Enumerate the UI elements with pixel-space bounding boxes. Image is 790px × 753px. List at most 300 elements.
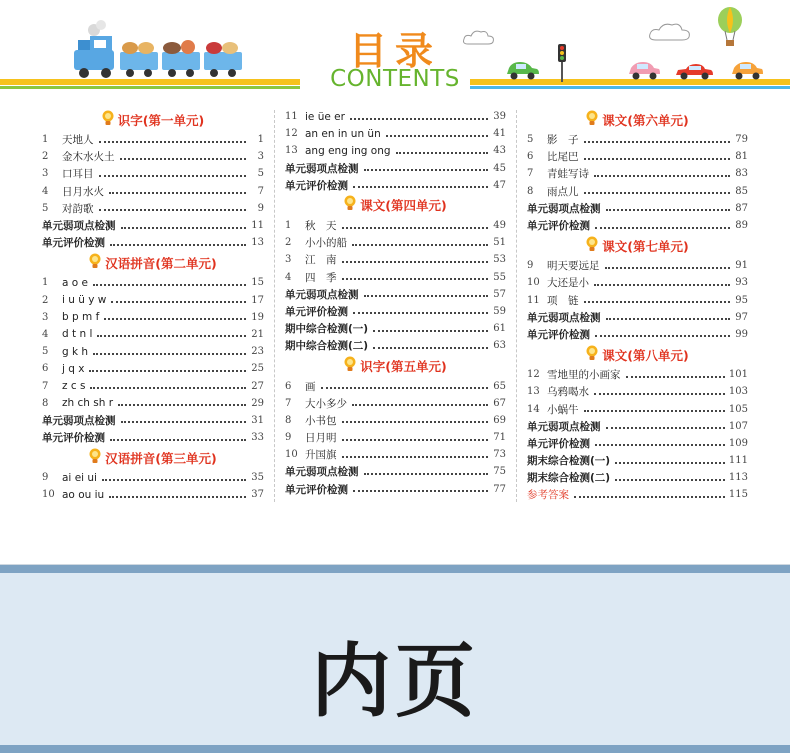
entry-number: 13 (285, 145, 298, 157)
entry-page-number: 77 (493, 483, 506, 495)
entry-title: 单元弱项点检测 (527, 311, 601, 324)
toc-entry[interactable] (285, 429, 506, 446)
entry-page-number: 99 (735, 328, 748, 340)
entry-title: 小蜗牛 (547, 403, 579, 416)
entry-page-number: 109 (728, 437, 748, 449)
entry-number: 11 (285, 111, 298, 123)
entry-number: 6 (527, 151, 534, 163)
entry-title: 期末综合检测(一) (527, 455, 611, 468)
dot-leader (594, 175, 730, 177)
entry-number: 13 (527, 386, 540, 398)
header-stripe (470, 86, 790, 89)
train-wheels (79, 68, 236, 78)
dot-leader (121, 421, 247, 423)
entry-number: 1 (42, 134, 49, 146)
dot-leader (352, 404, 488, 406)
section-heading (527, 109, 748, 130)
entry-number: 12 (527, 369, 540, 381)
toc-entry[interactable] (42, 326, 264, 343)
entry-title: 小书包 (305, 414, 337, 427)
entry-number: 4 (285, 271, 292, 283)
entry-title: zh ch sh r (62, 397, 114, 410)
entry-page-number: 79 (735, 134, 748, 146)
toc-entry[interactable] (42, 217, 264, 234)
dot-leader (595, 335, 730, 337)
lightbulb-icon (586, 236, 598, 256)
toc-entry[interactable] (527, 131, 748, 148)
toc-entry[interactable] (285, 481, 506, 498)
entry-page-number: 91 (735, 260, 748, 272)
entry-title: d t n l (62, 328, 93, 341)
entry-page-number: 113 (728, 472, 748, 484)
toc-entry[interactable] (527, 217, 748, 234)
toc-entry[interactable] (527, 326, 748, 343)
entry-page-number: 39 (493, 111, 506, 123)
traffic-light-icon (556, 44, 568, 82)
dot-leader (120, 158, 247, 160)
entry-number: 5 (42, 202, 49, 214)
dot-leader (109, 192, 246, 194)
dot-leader (99, 175, 247, 177)
entry-title: 比尾巴 (547, 151, 579, 164)
dot-leader (353, 312, 488, 314)
toc-entry[interactable] (285, 303, 506, 320)
toc-entry[interactable] (527, 309, 748, 326)
header-stripe (0, 86, 300, 89)
entry-number: 8 (527, 185, 534, 197)
toc-entry[interactable] (42, 412, 264, 429)
dot-leader (353, 490, 488, 492)
lightbulb-icon (89, 253, 101, 273)
column-divider (516, 110, 517, 502)
entry-page-number: 101 (728, 369, 748, 381)
toc-entry[interactable] (285, 125, 506, 142)
toc-entry[interactable] (42, 148, 264, 165)
dot-leader (594, 284, 730, 286)
entry-title: 升国旗 (305, 449, 337, 462)
entry-page-number: 15 (251, 277, 264, 289)
entry-number: 8 (285, 414, 292, 426)
entry-title: 口耳目 (62, 168, 94, 181)
entry-title: 江 南 (305, 254, 337, 267)
entry-page-number: 17 (251, 294, 264, 306)
toc-entry[interactable] (42, 377, 264, 394)
entry-page-number: 27 (251, 380, 264, 392)
entry-number: 6 (42, 363, 49, 375)
dot-leader (90, 387, 246, 389)
toc-entry[interactable] (527, 452, 748, 469)
entry-number: 4 (42, 185, 49, 197)
entry-title: 日月明 (305, 432, 337, 445)
toc-entry[interactable] (527, 418, 748, 435)
toc-entry[interactable] (42, 343, 264, 360)
entry-page-number: 73 (493, 449, 506, 461)
section-heading (285, 355, 506, 376)
entry-title: z c s (62, 380, 86, 393)
dot-leader (364, 169, 489, 171)
column-divider (274, 110, 275, 502)
entry-page-number: 81 (735, 151, 748, 163)
entry-title: 单元弱项点检测 (527, 420, 601, 433)
entry-number: 9 (527, 260, 534, 272)
dot-leader (595, 444, 725, 446)
toc-entry[interactable] (285, 177, 506, 194)
dot-leader (342, 439, 489, 441)
toc-entry[interactable] (527, 257, 748, 274)
entry-page-number: 93 (735, 277, 748, 289)
toc-entry[interactable] (285, 463, 506, 480)
lightbulb-icon (586, 110, 598, 130)
entry-page-number: 3 (257, 151, 264, 163)
entry-number: 1 (42, 277, 49, 289)
section-heading (42, 109, 264, 130)
dot-leader (93, 353, 246, 355)
entry-title: 单元弱项点检测 (42, 414, 116, 427)
entry-title: 期中综合检测(二) (285, 340, 369, 353)
entry-title: 四 季 (305, 271, 337, 284)
dot-leader (104, 318, 246, 320)
entry-title: 日月水火 (62, 185, 104, 198)
toc-entry[interactable] (285, 108, 506, 125)
toc-entry[interactable] (527, 183, 748, 200)
entry-page-number: 97 (735, 311, 748, 323)
entry-page-number: 23 (251, 346, 264, 358)
entry-title: 单元评价检测 (42, 237, 105, 250)
dot-leader (350, 118, 488, 120)
dot-leader (89, 370, 246, 372)
toc-entry[interactable] (42, 395, 264, 412)
entry-page-number: 41 (493, 128, 506, 140)
entry-title: 单元弱项点检测 (285, 162, 359, 175)
dot-leader (111, 301, 246, 303)
entry-page-number: 71 (493, 432, 506, 444)
dot-leader (594, 393, 725, 395)
toc-title-en: CONTENTS (330, 66, 460, 92)
entry-title: 单元弱项点检测 (527, 202, 601, 215)
pink-car-icon (627, 60, 661, 80)
entry-title: 大小多少 (305, 397, 347, 410)
entry-title: ang eng ing ong (305, 144, 391, 157)
entry-number: 2 (42, 294, 49, 306)
entry-page-number: 11 (251, 220, 264, 232)
promo-label: 内页 (311, 635, 479, 728)
dot-leader (109, 496, 246, 498)
entry-page-number: 37 (251, 489, 264, 501)
entry-page-number: 59 (493, 305, 506, 317)
dot-leader (396, 152, 488, 154)
toc-entry[interactable] (285, 160, 506, 177)
entry-title: j q x (62, 362, 85, 375)
toc-entry[interactable] (285, 446, 506, 463)
dot-leader (584, 158, 731, 160)
entry-page-number: 31 (251, 414, 264, 426)
entry-page-number: 25 (251, 363, 264, 375)
toc-entry[interactable] (42, 234, 264, 251)
dot-leader (626, 376, 725, 378)
dot-leader (584, 410, 725, 412)
toc-entry[interactable] (285, 395, 506, 412)
entry-title: 期中综合检测(一) (285, 323, 369, 336)
section-heading (527, 235, 748, 256)
toc-header (0, 0, 790, 100)
entry-page-number: 33 (251, 432, 264, 444)
entry-title: g k h (62, 345, 89, 358)
entry-title: 单元评价检测 (527, 437, 590, 450)
entry-number: 10 (527, 277, 540, 289)
dot-leader (97, 335, 246, 337)
toc-entry[interactable] (527, 383, 748, 400)
toc-entry[interactable] (527, 435, 748, 452)
lightbulb-icon (344, 356, 356, 376)
entry-page-number: 67 (493, 397, 506, 409)
entry-title: 单元评价检测 (285, 483, 348, 496)
entry-number: 10 (42, 489, 55, 501)
entry-number: 3 (285, 254, 292, 266)
entry-page-number: 111 (728, 455, 748, 467)
entry-number: 14 (527, 403, 540, 415)
entry-page-number: 69 (493, 414, 506, 426)
toc-entry[interactable] (42, 131, 264, 148)
section-heading (285, 195, 506, 216)
entry-title: 金木水火土 (62, 151, 115, 164)
entry-title: a o e (62, 276, 88, 289)
toc-column-3 (527, 108, 748, 504)
entry-title: 期末综合检测(二) (527, 472, 611, 485)
section-title: 课文(第七单元) (602, 238, 689, 254)
toc-entry[interactable] (527, 469, 748, 486)
entry-number: 7 (527, 168, 534, 180)
section-title: 课文(第六单元) (602, 112, 689, 128)
hot-air-balloon-icon (716, 6, 744, 48)
train-illustration (68, 18, 258, 80)
train-smoke (88, 20, 106, 36)
entry-page-number: 95 (735, 294, 748, 306)
entry-title: 参考答案 (527, 489, 569, 502)
entry-number: 11 (527, 294, 540, 306)
entry-page-number: 107 (728, 420, 748, 432)
entry-page-number: 21 (251, 328, 264, 340)
entry-page-number: 115 (728, 489, 748, 501)
dot-leader (615, 462, 725, 464)
entry-page-number: 7 (257, 185, 264, 197)
lightbulb-icon (586, 345, 598, 365)
entry-title: 天地人 (62, 134, 94, 147)
dot-leader (93, 284, 246, 286)
entry-number: 10 (285, 449, 298, 461)
entry-title: an en in un ün (305, 127, 381, 140)
entry-title: 画 (305, 380, 316, 393)
toc-entry[interactable] (285, 142, 506, 159)
lightbulb-icon (102, 110, 114, 130)
section-title: 课文(第四单元) (360, 198, 447, 214)
toc-entry[interactable] (42, 360, 264, 377)
entry-number: 9 (285, 432, 292, 444)
toc-entry[interactable] (42, 183, 264, 200)
toc-entry[interactable] (285, 412, 506, 429)
toc-entry[interactable] (285, 217, 506, 234)
section-title: 汉语拼音(第三单元) (105, 450, 217, 466)
toc-entry[interactable] (527, 366, 748, 383)
entry-number: 2 (285, 237, 292, 249)
lightbulb-icon (344, 195, 356, 215)
red-car-icon (674, 62, 714, 80)
dot-leader (121, 227, 247, 229)
section-title: 识字(第一单元) (117, 112, 205, 128)
dot-leader (342, 227, 489, 229)
entry-title: 乌鸦喝水 (547, 386, 589, 399)
dot-leader (615, 479, 725, 481)
entry-number: 12 (285, 128, 298, 140)
toc-entry[interactable] (285, 269, 506, 286)
entry-title: 项 链 (547, 294, 579, 307)
entry-title: 单元评价检测 (285, 305, 348, 318)
entry-title: 青蛙写诗 (547, 168, 589, 181)
entry-title: 单元评价检测 (42, 432, 105, 445)
entry-title: 单元弱项点检测 (285, 466, 359, 479)
dot-leader (110, 244, 246, 246)
dot-leader (99, 141, 247, 143)
dot-leader (386, 135, 488, 137)
entry-page-number: 51 (493, 237, 506, 249)
lightbulb-icon (89, 448, 101, 468)
entry-title: 影 子 (547, 134, 579, 147)
entry-page-number: 9 (257, 202, 264, 214)
entry-number: 1 (285, 220, 292, 232)
dot-leader (102, 479, 246, 481)
toc-entry[interactable] (527, 274, 748, 291)
entry-page-number: 53 (493, 254, 506, 266)
entry-number: 5 (42, 346, 49, 358)
dot-leader (606, 318, 731, 320)
entry-page-number: 43 (493, 145, 506, 157)
toc-entry[interactable] (42, 292, 264, 309)
entry-page-number: 83 (735, 168, 748, 180)
entry-title: i u ü y w (62, 294, 107, 307)
dot-leader (342, 261, 489, 263)
toc-entry[interactable] (285, 320, 506, 337)
dot-leader (342, 456, 489, 458)
entry-title: 明天要远足 (547, 260, 600, 273)
toc-title-cn: 目录 (348, 29, 441, 73)
entry-page-number: 75 (493, 466, 506, 478)
toc-entry[interactable] (42, 200, 264, 217)
toc-entry[interactable] (285, 377, 506, 394)
promo-panel (0, 565, 790, 753)
orange-car-icon (730, 60, 764, 80)
toc-entry[interactable] (42, 429, 264, 446)
toc-column-2 (285, 108, 506, 498)
toc-entry[interactable] (285, 234, 506, 251)
cloud-icon (462, 28, 496, 46)
entry-title: b p m f (62, 311, 100, 324)
entry-page-number: 61 (493, 323, 506, 335)
toc-entry[interactable] (527, 148, 748, 165)
entry-page-number: 13 (251, 237, 264, 249)
toc-entry[interactable] (42, 274, 264, 291)
entry-number: 4 (42, 328, 49, 340)
section-heading (527, 344, 748, 365)
dot-leader (584, 301, 731, 303)
entry-page-number: 49 (493, 220, 506, 232)
entry-number: 3 (42, 311, 49, 323)
entry-title: 雪地里的小画家 (547, 369, 621, 382)
toc-entry[interactable] (527, 400, 748, 417)
toc-entry[interactable] (527, 200, 748, 217)
entry-number: 7 (285, 397, 292, 409)
dot-leader (352, 244, 488, 246)
entry-page-number: 35 (251, 472, 264, 484)
entry-number: 3 (42, 168, 49, 180)
toc-entry[interactable] (285, 337, 506, 354)
toc-entry[interactable] (527, 486, 748, 503)
dot-leader (342, 421, 489, 423)
entry-title: 秋 天 (305, 220, 337, 233)
cloud-icon (648, 20, 692, 42)
toc-entry[interactable] (285, 251, 506, 268)
entry-title: 雨点儿 (547, 185, 579, 198)
toc-entry[interactable] (42, 486, 264, 503)
entry-page-number: 87 (735, 202, 748, 214)
entry-number: 8 (42, 397, 49, 409)
entry-title: 小小的船 (305, 237, 347, 250)
entry-number: 9 (42, 472, 49, 484)
entry-title: 对韵歌 (62, 202, 94, 215)
panel-stripe-top (0, 565, 790, 573)
section-heading (42, 447, 264, 468)
entry-page-number: 103 (728, 386, 748, 398)
dot-leader (342, 278, 489, 280)
entry-page-number: 63 (493, 340, 506, 352)
section-title: 汉语拼音(第二单元) (105, 255, 217, 271)
section-title: 课文(第八单元) (602, 347, 689, 363)
toc-entry[interactable] (527, 292, 748, 309)
dot-leader (584, 141, 731, 143)
dot-leader (373, 330, 488, 332)
dot-leader (606, 209, 731, 211)
entry-page-number: 57 (493, 288, 506, 300)
entry-title: 单元弱项点检测 (285, 288, 359, 301)
toc-column-1 (42, 108, 264, 504)
dot-leader (99, 209, 247, 211)
toc-entry[interactable] (42, 309, 264, 326)
entry-title: 单元评价检测 (527, 328, 590, 341)
entry-page-number: 47 (493, 179, 506, 191)
entry-title: 大还是小 (547, 277, 589, 290)
toc-entry[interactable] (285, 286, 506, 303)
entry-title: ao ou iu (62, 488, 105, 501)
dot-leader (373, 347, 488, 349)
toc-entry[interactable] (42, 469, 264, 486)
dot-leader (364, 473, 489, 475)
entry-page-number: 1 (257, 134, 264, 146)
cargo-bread (122, 40, 238, 54)
entry-page-number: 45 (493, 162, 506, 174)
dot-leader (574, 496, 725, 498)
dot-leader (606, 427, 725, 429)
entry-number: 6 (285, 380, 292, 392)
toc-entry[interactable] (527, 165, 748, 182)
entry-page-number: 19 (251, 311, 264, 323)
entry-page-number: 29 (251, 397, 264, 409)
entry-page-number: 89 (735, 220, 748, 232)
section-title: 识字(第五单元) (360, 358, 447, 374)
toc-entry[interactable] (42, 165, 264, 182)
entry-title: 单元评价检测 (527, 220, 590, 233)
entry-page-number: 5 (257, 168, 264, 180)
entry-title: 单元评价检测 (285, 179, 348, 192)
dot-leader (110, 439, 246, 441)
dot-leader (584, 192, 731, 194)
